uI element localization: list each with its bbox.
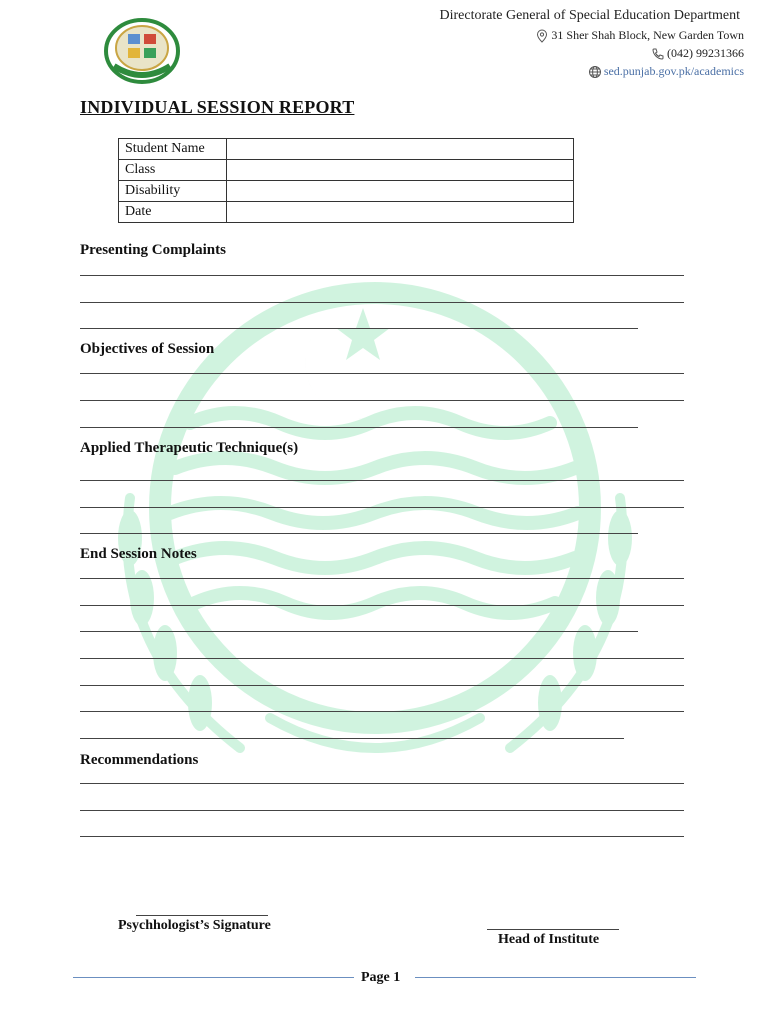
writing-line[interactable] xyxy=(80,275,684,276)
header-org: Directorate General of Special Education Department xyxy=(439,8,740,23)
head-signature-line[interactable] xyxy=(487,929,619,930)
writing-line[interactable] xyxy=(80,373,684,374)
website-link[interactable]: sed.punjab.gov.pk/academics xyxy=(603,64,744,78)
writing-line[interactable] xyxy=(80,631,638,632)
writing-line[interactable] xyxy=(80,302,684,303)
location-pin-icon xyxy=(535,29,549,43)
page-number: Page 1 xyxy=(361,970,401,985)
class-field[interactable] xyxy=(227,160,574,181)
phone-text: (042) 99231366 xyxy=(667,46,744,60)
recommendations-heading: Recommendations xyxy=(80,752,199,768)
globe-icon xyxy=(588,65,602,79)
footer-rule-right xyxy=(415,977,696,978)
phone-icon xyxy=(651,47,665,61)
writing-line[interactable] xyxy=(80,605,684,606)
date-label: Date xyxy=(119,202,227,223)
writing-line[interactable] xyxy=(80,711,684,712)
disability-field[interactable] xyxy=(227,181,574,202)
presenting-complaints-heading: Presenting Complaints xyxy=(80,242,226,258)
objectives-heading: Objectives of Session xyxy=(80,341,215,357)
student-name-label: Student Name xyxy=(119,139,227,160)
student-name-field[interactable] xyxy=(227,139,574,160)
address-text: 31 Sher Shah Block, New Garden Town xyxy=(551,28,744,42)
psychologist-signature-label: Psychhologist’s Signature xyxy=(118,918,271,933)
writing-line[interactable] xyxy=(80,328,638,329)
writing-line[interactable] xyxy=(80,685,684,686)
writing-line[interactable] xyxy=(80,507,684,508)
date-field[interactable] xyxy=(227,202,574,223)
page-title: INDIVIDUAL SESSION REPORT xyxy=(80,97,355,117)
table-row xyxy=(119,160,574,181)
techniques-heading: Applied Therapeutic Technique(s) xyxy=(80,440,299,456)
writing-line[interactable] xyxy=(80,427,638,428)
header-phone xyxy=(651,46,744,61)
writing-line[interactable] xyxy=(80,658,684,659)
writing-line[interactable] xyxy=(80,480,684,481)
table-row xyxy=(119,181,574,202)
table-row xyxy=(119,139,574,160)
disability-label: Disability xyxy=(119,181,227,202)
writing-line[interactable] xyxy=(80,836,684,837)
student-info-table xyxy=(118,138,574,223)
end-session-notes-heading: End Session Notes xyxy=(80,546,197,562)
writing-line[interactable] xyxy=(80,533,638,534)
writing-line[interactable] xyxy=(80,783,684,784)
header-website xyxy=(588,64,744,79)
psychologist-signature-line[interactable] xyxy=(136,915,268,916)
table-row xyxy=(119,202,574,223)
class-label: Class xyxy=(119,160,227,181)
writing-line[interactable] xyxy=(80,578,684,579)
head-signature-label: Head of Institute xyxy=(498,932,600,947)
header-address xyxy=(535,28,744,43)
writing-line[interactable] xyxy=(80,738,624,739)
writing-line[interactable] xyxy=(80,400,684,401)
department-logo xyxy=(104,18,180,84)
writing-line[interactable] xyxy=(80,810,684,811)
footer-rule-left xyxy=(73,977,354,978)
